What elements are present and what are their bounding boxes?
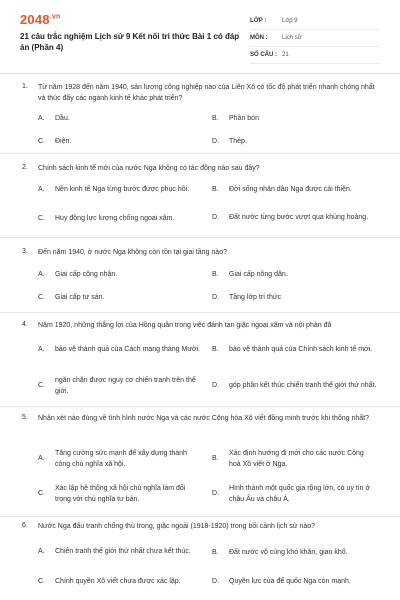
meta-value-count: 21 [282,52,289,58]
option-text: Tăng cường sức mạnh để xây dựng thành công chủ nghĩa xã hội. [55,450,187,468]
option-letter: B. [212,548,219,556]
option-d[interactable] [212,484,377,505]
option-text: góp phần kết thúc chiến tranh thế giới thứ nhất. [229,382,377,390]
meta-row-class [250,13,380,30]
question-4 [0,313,400,407]
meta-label-class: LỚP : [250,18,267,24]
option-a[interactable] [38,113,203,125]
option-letter: D. [212,577,219,585]
option-text: Thép. [229,137,247,145]
option-text: Nền kinh tế Nga từng bước được phục hồi. [55,185,190,193]
site-logo[interactable] [20,12,60,27]
question-text: Chính sách kinh tế mới của nước Nga không có tác động nào sau đây? [38,165,260,172]
option-text: Xác định hướng đi mới cho các nước Cộng hoà Xô viết ở Nga. [229,450,364,468]
option-b[interactable] [212,340,377,361]
option-text: bảo vệ thành quả của Cách mạng tháng Mười. [55,346,201,354]
meta-value-class: Lớp 9 [282,18,298,24]
option-a[interactable] [38,542,203,563]
option-text: Chiến tranh thế giới thứ nhất chưa kết thúc. [55,548,191,556]
option-c[interactable] [38,136,203,148]
question-number: 5. [22,414,28,421]
option-letter: C. [38,214,45,222]
option-letter: A. [38,548,45,556]
option-b[interactable] [212,547,377,559]
question-number: 3. [22,248,28,255]
option-text: Điện. [55,137,72,145]
question-text: Đến năm 1940, ở nước Nga không còn tồn tại giai tầng nào? [38,249,227,256]
option-text: Đất nước từng bước vượt qua khủng hoảng. [229,214,369,222]
option-letter: A. [38,114,45,122]
option-text: Xác lập hệ thống xã hội chủ nghĩa làm đối trọng với chủ nghĩa tư bản. [55,485,186,503]
option-d[interactable] [212,136,377,148]
option-text: Phân bón [229,114,259,122]
option-b[interactable] [212,113,377,125]
question-number: 6. [22,522,28,529]
option-c[interactable] [38,376,203,397]
option-d[interactable] [212,292,377,304]
option-letter: C. [38,293,45,301]
question-3 [0,238,400,313]
option-c[interactable] [38,292,203,304]
meta-value-subject: Lịch sử [282,35,302,41]
page-title: 21 câu trắc nghiệm Lịch sử 9 Kết nối tri thức Bài 1 có đáp án (Phần 4) [20,32,240,52]
brand-name: 2048 [20,12,50,27]
meta-row-count [250,47,380,64]
option-d[interactable] [212,208,377,229]
option-letter: A. [38,185,45,193]
option-letter: B. [212,346,219,354]
option-text: Quyền lực của đế quốc Nga còn mạnh. [229,577,351,585]
question-text: Nước Nga đấu tranh chống thù trong, giặc ngoài (1918-1920) trong bối cảnh lịch sử nào? [38,523,316,530]
option-text: bảo vệ thành quả của Chính sách kinh tế mới. [229,346,373,354]
option-d[interactable] [212,376,377,397]
option-text: Huy động lực lượng chống ngoại xâm. [55,214,175,222]
option-a[interactable] [38,449,203,470]
option-letter: A. [38,270,45,278]
question-6 [0,517,400,600]
meta-row-subject [250,30,380,47]
option-b[interactable] [212,184,377,196]
option-letter: B. [212,455,219,463]
option-letter: D. [212,137,219,145]
option-text: Tầng lớp trí thức [229,293,282,301]
option-b[interactable] [212,449,377,470]
question-text: Từ năm 1928 đến năm 1940, sản lượng công nghiệp nào của Liên Xô có tốc độ phát triển nhanh chóng nhất và thúc đẩy các ngành kinh tế khác phát triển? [38,84,375,102]
meta-label-count: SỐ CÂU : [250,52,277,58]
option-letter: C. [38,382,45,390]
option-letter: C. [38,577,45,585]
question-number: 1. [22,83,28,90]
option-letter: A. [38,346,45,354]
option-letter: B. [212,185,219,193]
option-letter: B. [212,114,219,122]
option-letter: B. [212,270,219,278]
meta-panel [250,13,380,64]
option-text: ngăn chặn được nguy cơ chiến tranh trên thế giới. [55,377,196,395]
option-text: Hình thành một quốc gia rộng lớn, có uy tín ở châu Âu và châu Á. [229,485,371,503]
question-1 [0,74,400,154]
option-text: Giai cấp nông dân. [229,270,288,278]
option-letter: D. [212,382,219,390]
option-text: Giai cấp công nhân. [55,270,118,278]
option-a[interactable] [38,269,203,281]
option-text: Dầu. [55,114,70,122]
question-text: Năm 1920, những thắng lợi của Hồng quân trong việc đánh tan giặc ngoại xâm và nội phản đã [38,322,332,329]
question-text: Nhận xét nào đúng về tình hình nước Nga và các nước Cộng hòa Xô viết đồng minh trước khi thống nhất? [38,415,369,422]
option-letter: D. [212,490,219,498]
page-header [0,0,400,74]
option-letter: A. [38,455,45,463]
option-d[interactable] [212,576,377,588]
option-text: Đất nước vô cùng khó khăn, gian khổ. [229,548,348,556]
option-c[interactable] [38,213,203,225]
option-text: Đời sống nhân dân Nga được cải thiện. [229,185,352,193]
option-c[interactable] [38,484,203,505]
option-letter: C. [38,490,45,498]
brand-suffix: .vn [49,13,61,21]
question-2 [0,154,400,238]
question-number: 4. [22,321,28,328]
option-letter: D. [212,214,219,222]
question-number: 2. [22,164,28,171]
option-a[interactable] [38,184,203,196]
option-letter: D. [212,293,219,301]
option-b[interactable] [212,269,377,281]
option-text: Chính quyền Xô viết chưa được xác lập. [55,577,181,585]
meta-label-subject: MÔN : [250,35,268,41]
option-letter: C. [38,137,45,145]
option-a[interactable] [38,340,203,361]
question-5 [0,407,400,517]
option-c[interactable] [38,576,203,588]
option-text: Giai cấp tư sản. [55,293,105,301]
